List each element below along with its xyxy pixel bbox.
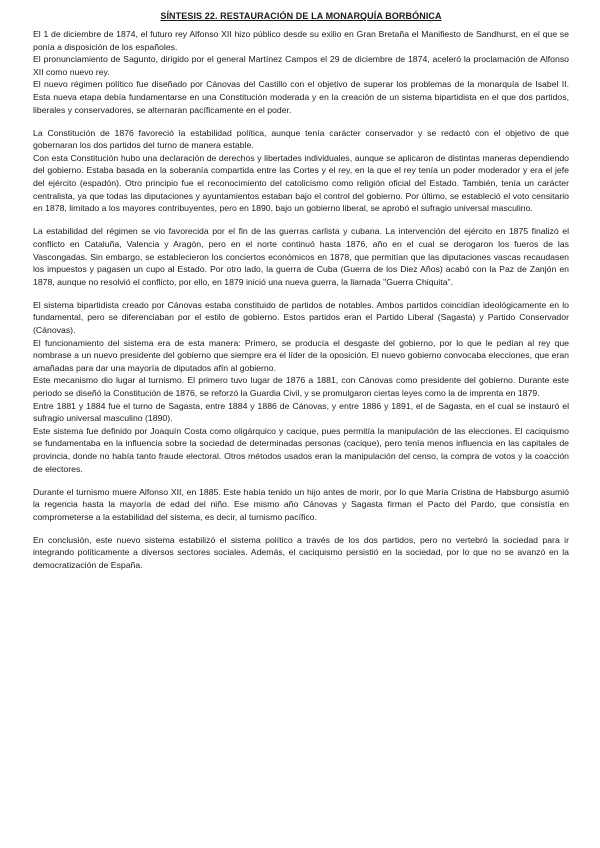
document-page — [33, 10, 569, 582]
section-regency — [33, 486, 569, 524]
section-wars — [33, 225, 569, 288]
paragraph: El 1 de diciembre de 1874, el futuro rey Alfonso XII hizo público desde su exilio en Gran Bretaña el Manifiesto de Sandhurst, en el que se ponía a disposición de los españoles. — [33, 29, 569, 52]
paragraph: El sistema bipartidista creado por Cánovas estaba constituido de partidos de notables. Ambos partidos coincidían ideológicamente en lo fundamental, pero se diferenciaban por el estilo de gobierno. Estos partidos eran el Partido Liberal (Sagasta) y Partido Conservador (Cánovas). — [33, 299, 569, 335]
section-conclusion — [33, 534, 569, 572]
paragraph: Con esta Constitución hubo una declaración de derechos y libertades individuales, aunque se aplicaron de distintas maneras dependiendo del gobierno. Estaba basada en la soberanía compartida entre las Cortes y el rey, en la que el rey tenía un poder moderador y era el jefe del ejército (espadón). Otro principio fue el reconocimiento del catolicismo como religión oficial del Estado. También, tenía un carácter centralista, ya que todas las diputaciones y ayuntamientos estaban bajo el control del gobierno. Por último, se estableció el voto censitario en 1878, limitado a los mayores contribuyentes, pero en 1890, bajo un gobierno liberal, se aprobó el sufragio universal masculino. — [33, 152, 569, 214]
paragraph: Durante el turnismo muere Alfonso XII, en 1885. Este había tenido un hijo antes de morir, por lo que María Cristina de Habsburgo asumió la regencia hasta la mayoría de edad del niño. Ese mismo año Cánovas y Sagasta firman el Pacto del Pardo, que consistía en comprometerse a la estabilidad del sistema, es decir, al turnismo pacífico. — [33, 486, 569, 522]
paragraph: El funcionamiento del sistema era de esta manera: Primero, se producía el desgaste del gobierno, por lo que le pedían al rey que nombrase a un nuevo presidente del gobierno que siempre era el líder de la oposición. El nuevo gobierno convocaba elecciones, que eran amañadas para dar una mayoría de diputados afín al gobierno. — [33, 337, 569, 373]
paragraph: Entre 1881 y 1884 fue el turno de Sagasta, entre 1884 y 1886 de Cánovas, y entre 1886 y 1891, el de Sagasta, en el cual se instauró el sufragio universal masculino (1890). — [33, 400, 569, 424]
section-bipartidism — [33, 299, 569, 475]
paragraph: En conclusión, este nuevo sistema estabilizó el sistema político a través de los dos partidos, pero no vertebró la sociedad para ir integrando políticamente a diversos sectores sociales. Además, el caciquismo persistió en la sociedad, por lo que no se avanzó en la democratización de España. — [33, 534, 569, 571]
paragraph: El pronunciamiento de Sagunto, dirigido por el general Martínez Campos el 29 de diciembre de 1874, aceleró la proclamación de Alfonso XII como nuevo rey. — [33, 54, 569, 77]
page-title: SÍNTESIS 22. RESTAURACIÓN DE LA MONARQUÍA BORBÓNICA — [160, 11, 442, 21]
paragraph: La Constitución de 1876 favoreció la estabilidad política, aunque tenía carácter conservador y se redactó con el objetivo de que gobernaran los dos partidos del turno de manera estable. — [33, 127, 569, 151]
section-manifesto — [33, 28, 569, 116]
paragraph: Este mecanismo dio lugar al turnismo. El primero tuvo lugar de 1876 a 1881, con Cánovas como presidente del gobierno. Durante este periodo se diseñó la Constitución de 1876, se reforzó la Guardia Civil, y se promulgaron ciertas leyes como la de imprenta en 1879. — [33, 375, 569, 398]
section-constitution — [33, 127, 569, 215]
paragraph: Este sistema fue definido por Joaquín Costa como oligárquico y cacique, pues permitía la manipulación de las elecciones. El caciquismo se fundamentaba en la influencia sobre la sociedad de determinadas personas (cacique), pero tenía menos influencia en las capitales de provincia, donde no había tanto fraude electoral. Otros métodos usados eran la manipulación del censo, la compra de votos y la coacción de electores. — [33, 425, 569, 474]
paragraph: La estabilidad del régimen se vio favorecida por el fin de las guerras carlista y cubana. La intervención del ejército en 1875 finalizó el conflicto en Cataluña, Valencia y Aragón, pero en el norte continuó hasta 1876, año en el cual se derogaron los fueros de las Vascongadas. Sin embargo, se establecieron los conciertos económicos en 1878, que permitían que las diputaciones vascas recaudasen los impuestos y pagasen un cupo al Estado. Por otro lado, la guerra de Cuba (Guerra de los Diez Años) acabó con la Paz de Zanjón en 1878, aunque no resolvió el conflicto, por ello, en 1879 inició una nueva guerra, la llamada "Guerra Chiquita". — [33, 226, 569, 287]
paragraph: El nuevo régimen político fue diseñado por Cánovas del Castillo con el objetivo de superar los problemas de la monarquía de Isabel II. Esta nueva etapa debía fundamentarse en una Constitución moderada y en la creación de un sistema bipartidista en el que dos partidos, liberales y conservadores, se alternaran pacíficamente en el poder. — [33, 79, 569, 115]
